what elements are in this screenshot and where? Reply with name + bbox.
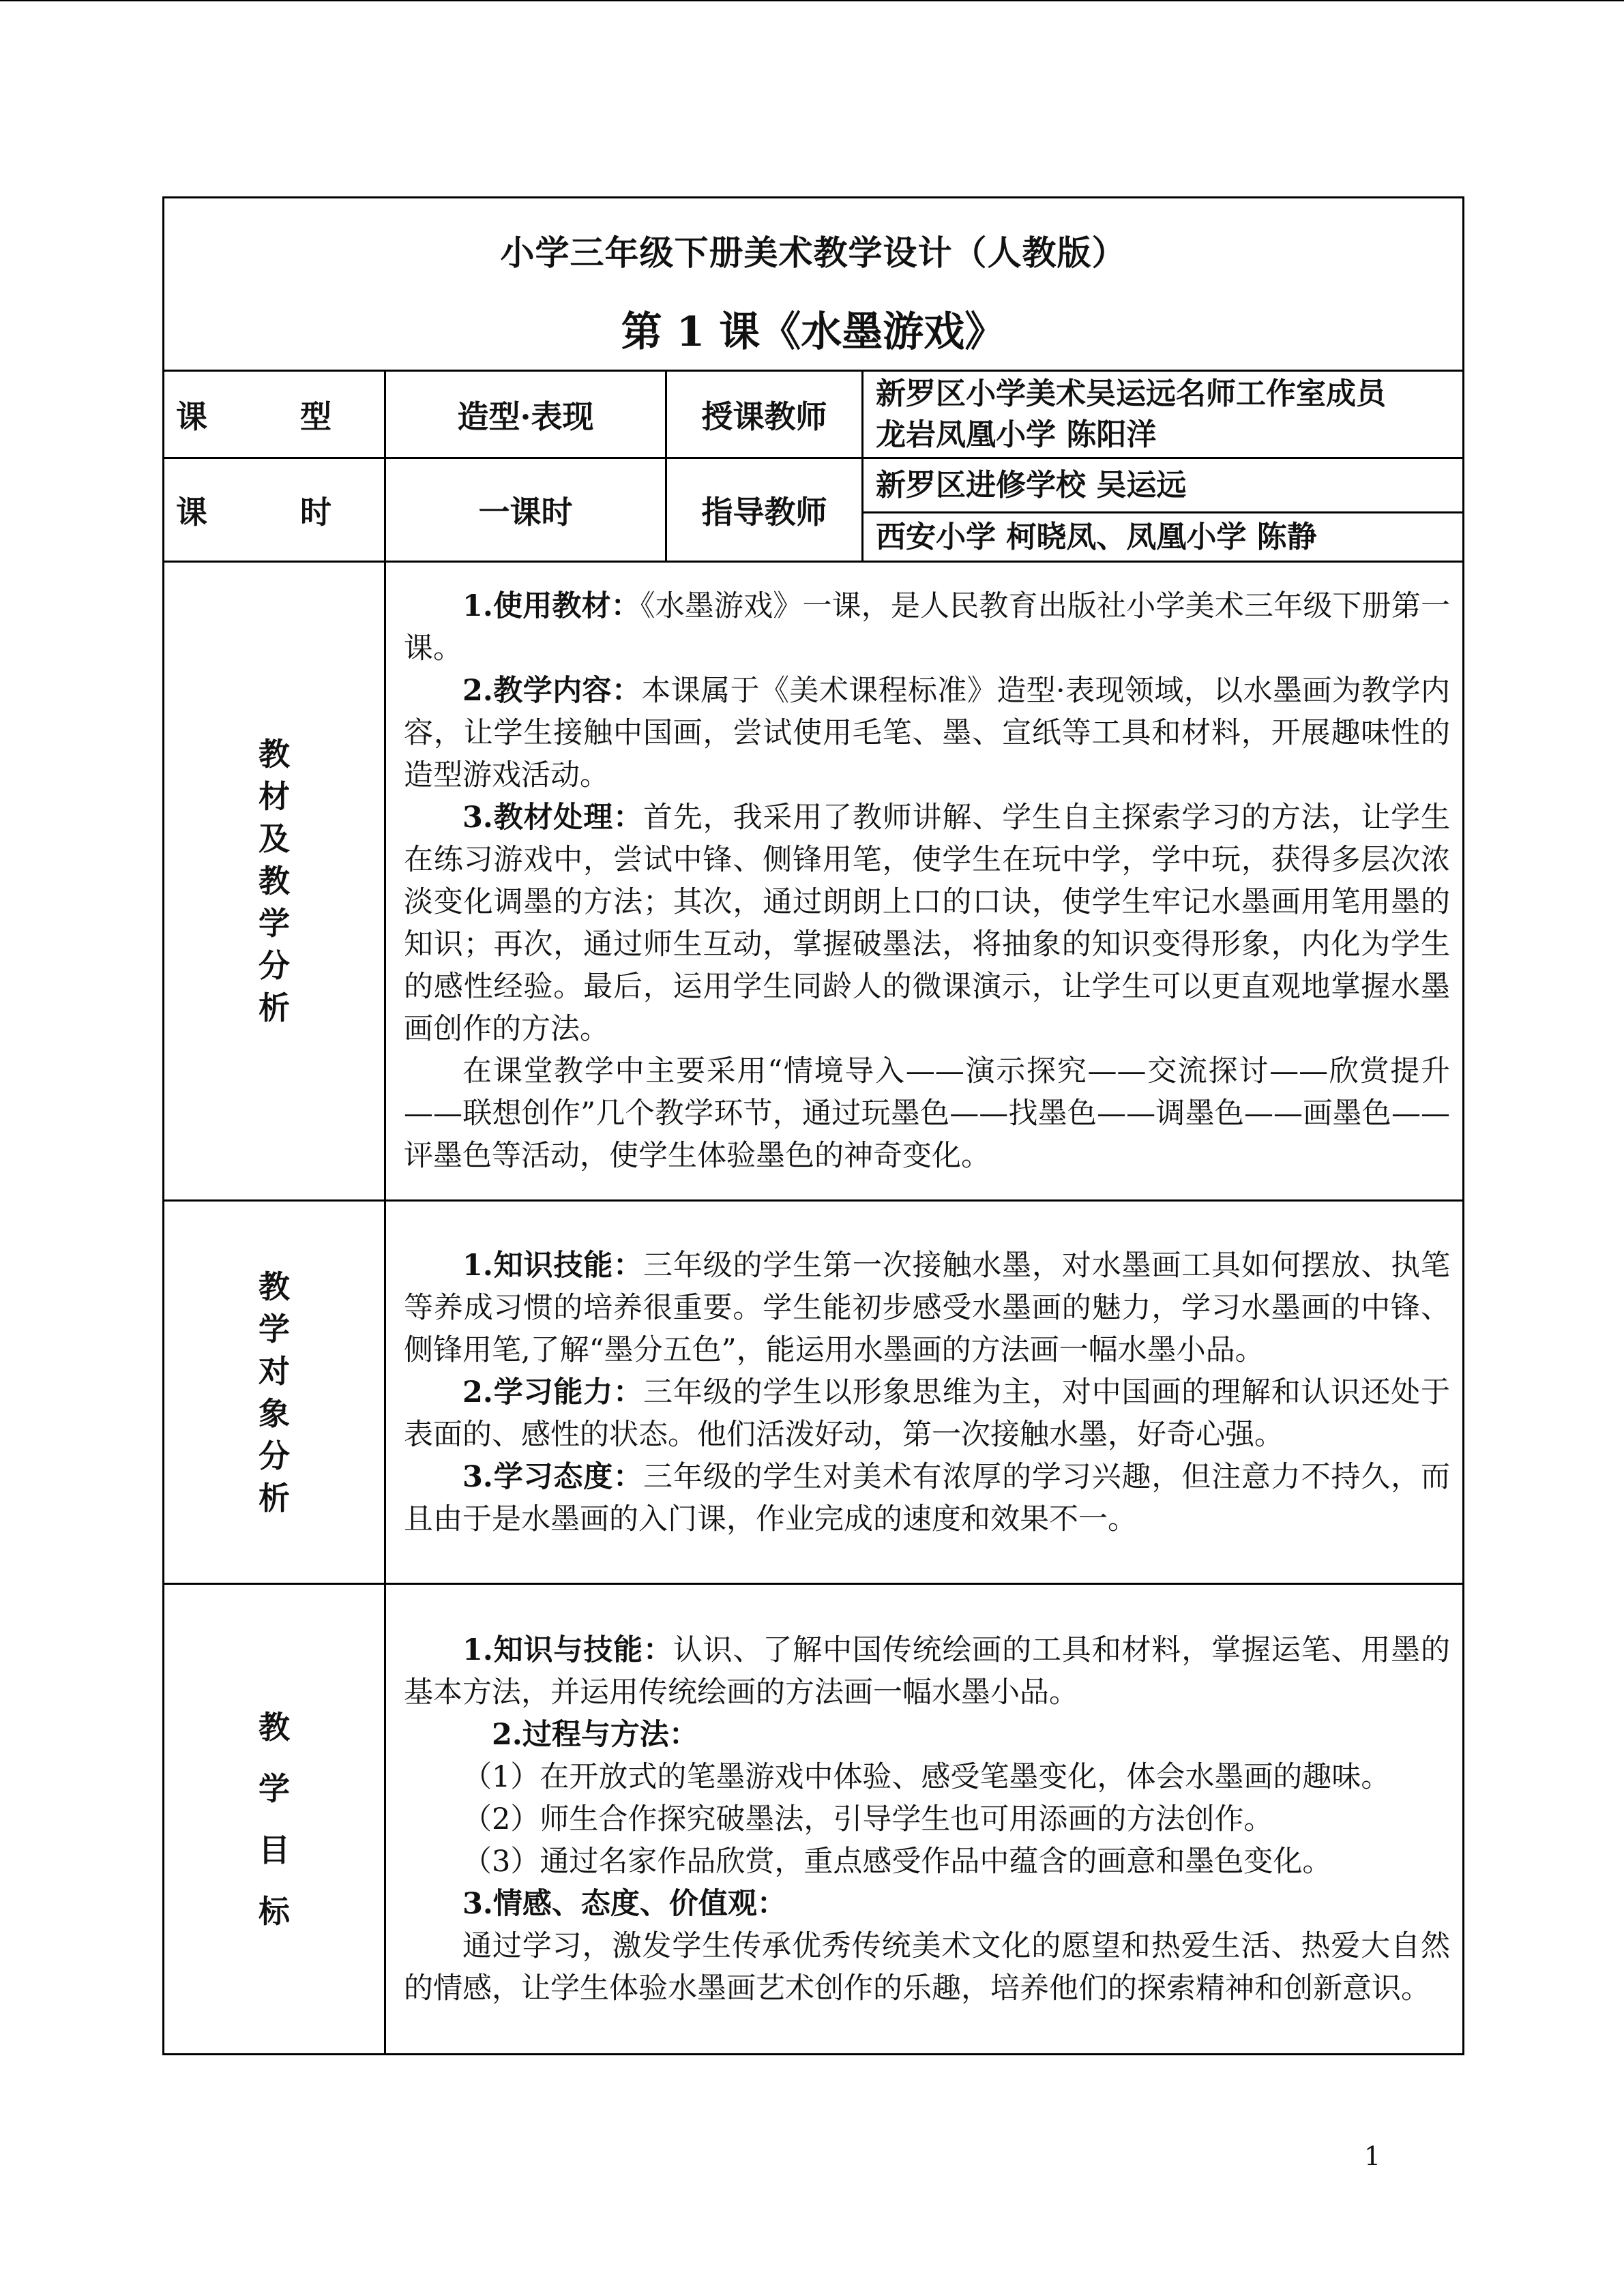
goals-p3-head: 3.情感、态度、价值观： <box>462 1886 786 1921</box>
teacher-label: 授课教师 <box>666 371 863 458</box>
goals-label: 教 学 目 标 <box>164 1584 385 2055</box>
lesson-plan-page <box>162 196 1462 2055</box>
students-label: 教 学 对 象 分 析 <box>164 1201 385 1584</box>
teacher-line-2: 龙岩凤凰小学 陈阳洋 <box>876 417 1157 452</box>
document-title: 小学三年级下册美术教学设计（人教版） <box>500 232 1127 273</box>
type-label: 课 型 <box>164 371 385 458</box>
materials-p4: 在课堂教学中主要采用“情境导入——演示探究——交流探讨——欣赏提升——联想创作”几个教学环节，通过玩墨色——找墨色——调墨色——画墨色——评墨色等活动，使学生体验墨色的神奇变化。 <box>404 1054 1450 1173</box>
teacher-value <box>863 371 1464 458</box>
students-row <box>164 1201 1464 1584</box>
materials-p3: 3.教材处理：首先，我采用了教师讲解、学生自主探索学习的方法，让学生在练习游戏中，尝试中锋、侧锋用笔，使学生在玩中学，学中玩，获得多层次浓淡变化调墨的方法；其次，通过朗朗上口的口诀，使学生牢记水墨画用笔用墨的知识；再次，通过师生互动，掌握破墨法，将抽象的知识变得形象，内化为学生的感性经验。最后，运用学生同龄人的微课演示，让学生可以更直观地掌握水墨画创作的方法。 <box>404 801 1451 1046</box>
info-row-period-a <box>164 458 1464 513</box>
teacher-line-1: 新罗区小学美术吴运远名师工作室成员 <box>876 376 1386 411</box>
goals-p2-item1: （1）在开放式的笔墨游戏中体验、感受笔墨变化，体会水墨画的趣味。 <box>462 1759 1391 1794</box>
period-value: 一课时 <box>385 458 666 562</box>
type-value: 造型·表现 <box>385 371 666 458</box>
materials-p2: 2.教学内容：本课属于《美术课程标准》造型·表现领域，以水墨画为教学内容，让学生接触中国画，尝试使用毛笔、墨、宣纸等工具和材料，开展趣味性的造型游戏活动。 <box>404 674 1451 792</box>
info-row-type <box>164 371 1464 458</box>
guide-line-2: 西安小学 柯晓凤、凤凰小学 陈静 <box>863 513 1464 562</box>
students-content <box>385 1201 1464 1584</box>
lesson-title: 第 1 课《水墨游戏》 <box>621 308 1006 356</box>
lesson-plan-table <box>162 196 1464 2055</box>
students-p3: 3.学习态度：三年级的学生对美术有浓厚的学习兴趣，但注意力不持久，而且由于是水墨画的入门课，作业完成的速度和效果不一。 <box>404 1459 1451 1536</box>
goals-p2-item2: （2）师生合作探究破墨法，引导学生也可用添画的方法创作。 <box>462 1802 1273 1836</box>
period-label: 课 时 <box>164 458 385 562</box>
goals-content <box>385 1584 1464 2055</box>
goals-p3-text: 通过学习，激发学生传承优秀传统美术文化的愿望和热爱生活、热爱大自然的情感，让学生体验水墨画艺术创作的乐趣，培养他们的探索精神和创新意识。 <box>404 1928 1450 2006</box>
title-cell <box>164 198 1464 371</box>
goals-row <box>164 1584 1464 2055</box>
goals-p2-head: 2.过程与方法： <box>492 1717 698 1752</box>
students-p1: 1.知识技能：三年级的学生第一次接触水墨，对水墨画工具如何摆放、执笔等养成习惯的培养很重要。学生能初步感受水墨画的魅力，学习水墨画的中锋、侧锋用笔,了解“墨分五色”，能运用水墨画的方法画一幅水墨小品。 <box>404 1248 1451 1367</box>
materials-content <box>385 562 1464 1201</box>
guide-line-1: 新罗区进修学校 吴运远 <box>863 458 1464 513</box>
page-top-border <box>0 0 1624 1</box>
page-number: 1 <box>1364 2141 1381 2171</box>
guide-label: 指导教师 <box>666 458 863 562</box>
materials-p1: 1.使用教材：《水墨游戏》一课，是人民教育出版社小学美术三年级下册第一课。 <box>404 589 1451 666</box>
title-row <box>164 198 1464 371</box>
materials-row <box>164 562 1464 1201</box>
goals-p1: 1.知识与技能：认识、了解中国传统绘画的工具和材料，掌握运笔、用墨的基本方法，并运用传统绘画的方法画一幅水墨小品。 <box>404 1632 1451 1710</box>
students-p2: 2.学习能力：三年级的学生以形象思维为主，对中国画的理解和认识还处于表面的、感性的状态。他们活泼好动，第一次接触水墨，好奇心强。 <box>404 1375 1451 1452</box>
goals-p2-item3: （3）通过名家作品欣赏，重点感受作品中蕴含的画意和墨色变化。 <box>462 1844 1332 1879</box>
materials-label: 教 材 及 教 学 分 析 <box>164 562 385 1201</box>
